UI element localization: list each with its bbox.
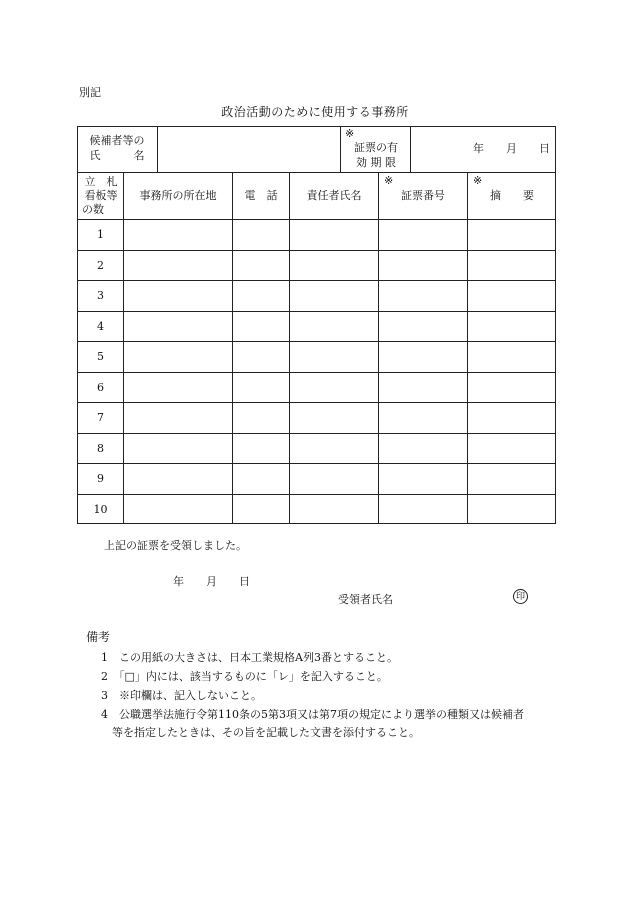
- col-count-line3: の数: [82, 203, 104, 216]
- col-divider: [123, 172, 124, 524]
- col-summary: 摘 要: [490, 189, 534, 202]
- candidate-name-label-line2: 氏 名: [89, 149, 145, 162]
- validity-label-line2: 効 期 限: [356, 156, 396, 169]
- row-divider: [77, 280, 556, 281]
- row-divider: [77, 341, 556, 342]
- row-number: 9: [97, 472, 104, 485]
- row-number: 5: [97, 350, 104, 363]
- annex-label: 別記: [79, 86, 101, 99]
- col-divider: [378, 172, 379, 524]
- header-divider: [77, 172, 556, 173]
- row-divider: [77, 219, 556, 220]
- row-number: 6: [97, 381, 104, 394]
- row-divider: [77, 402, 556, 403]
- row-number: 3: [97, 289, 104, 302]
- col-count-line2: 看板等: [84, 189, 118, 202]
- row-number: 4: [97, 320, 104, 333]
- office-table: [77, 126, 556, 524]
- col-count-line1: 立 札: [84, 175, 118, 188]
- row-divider: [77, 494, 556, 495]
- receipt-statement: 上記の証票を受領しました。: [104, 539, 247, 552]
- col-phone: 電 話: [244, 189, 278, 202]
- receipt-date: 年 月 日: [173, 575, 250, 588]
- row-divider: [77, 311, 556, 312]
- document-title: 政治活動のために使用する事務所: [221, 105, 409, 119]
- row-number: 8: [97, 442, 104, 455]
- summary-mark: ※: [473, 174, 483, 187]
- row-divider: [77, 463, 556, 464]
- col-divider: [289, 172, 290, 524]
- remarks-title: 備考: [86, 630, 111, 644]
- row-divider: [77, 372, 556, 373]
- validity-date: 年 月 日: [473, 142, 550, 155]
- row-divider: [77, 433, 556, 434]
- remark-item: 1 この用紙の大きさは、日本工業規格A列3番とすること。: [101, 651, 398, 664]
- receiver-name-label: 受領者氏名: [338, 593, 393, 606]
- remark-item: 2 「□」内には、該当するものに「レ」を記入すること。: [101, 670, 388, 683]
- remark-item: 4 公職選挙法施行令第110条の5第3項又は第7項の規定により選挙の種類又は候補者: [101, 708, 524, 721]
- validity-mark: ※: [345, 127, 355, 140]
- candidate-name-label-line1: 候補者等の: [89, 134, 145, 147]
- row-number: 7: [97, 411, 104, 424]
- col-divider: [232, 172, 233, 524]
- remark-item: 3 ※印欄は、記入しないこと。: [101, 689, 262, 702]
- col-divider: [467, 172, 468, 524]
- row-divider: [77, 250, 556, 251]
- header-col-divider: [340, 126, 341, 172]
- row-number: 10: [93, 503, 108, 516]
- header-col-divider: [157, 126, 158, 172]
- header-col-divider: [410, 126, 411, 172]
- row-number: 1: [97, 228, 104, 241]
- row-number: 2: [97, 259, 104, 272]
- col-location: 事務所の所在地: [139, 189, 217, 202]
- cert-mark: ※: [384, 174, 394, 187]
- remark-item-continuation: 等を指定したときは、その旨を記載した文書を添付すること。: [112, 726, 420, 739]
- col-responsible: 責任者氏名: [306, 189, 362, 202]
- col-cert-no: 証票番号: [401, 189, 445, 202]
- seal-mark: 印: [513, 589, 528, 604]
- validity-label-line1: 証票の有: [354, 141, 398, 154]
